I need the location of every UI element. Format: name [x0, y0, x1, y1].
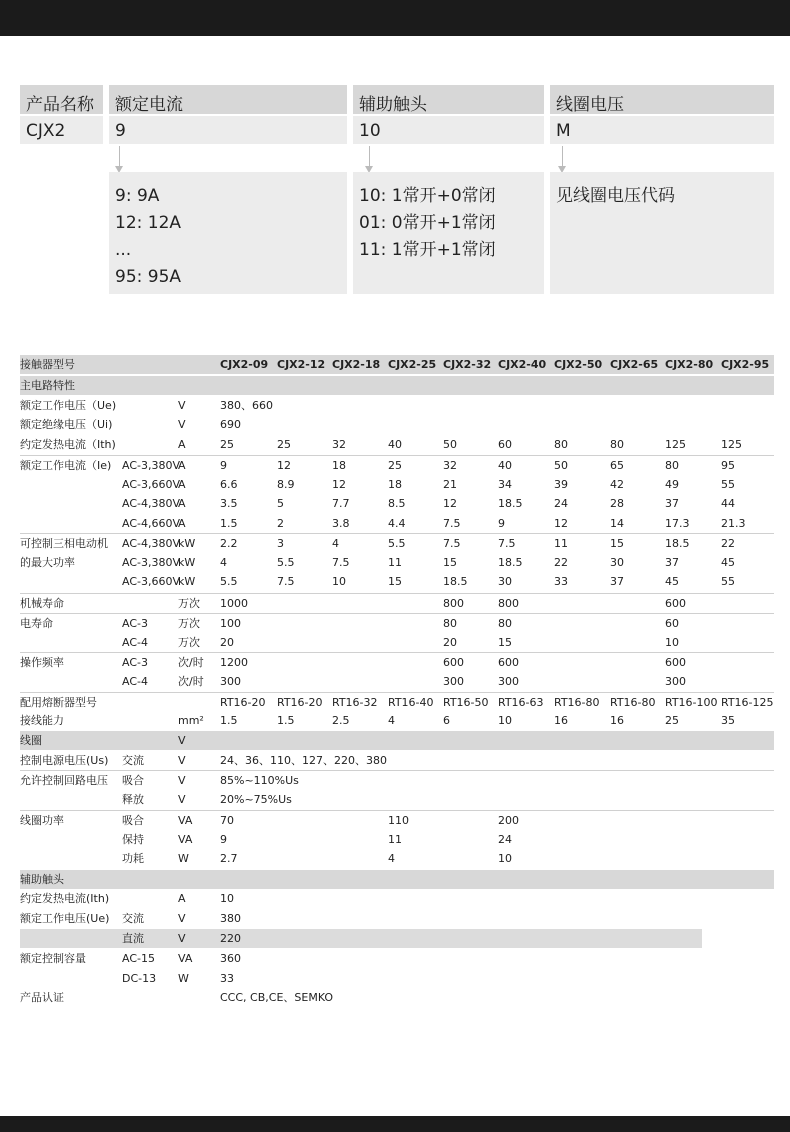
value: 80: [665, 459, 679, 472]
value: 11: [554, 537, 568, 550]
current-option: 95: 95A: [115, 267, 182, 287]
value: 15: [443, 555, 457, 569]
unit: W: [178, 852, 189, 865]
row-ie: [20, 514, 774, 533]
value: 9: [220, 832, 227, 846]
model-name: CJX2-25: [388, 358, 437, 371]
value: RT16-80: [610, 696, 656, 709]
condition: 直流: [122, 931, 144, 945]
row-power: [20, 572, 774, 591]
value: 3.5: [220, 497, 238, 510]
row-allow-voltage: [20, 770, 774, 790]
value: 300: [443, 674, 464, 688]
value: 10: [665, 635, 679, 649]
row-aux-ue: [20, 929, 702, 948]
value: 39: [554, 477, 568, 491]
row-fuse: [20, 692, 774, 712]
value: 8.9: [277, 477, 295, 491]
value: 2.2: [220, 537, 238, 550]
value: 80: [498, 617, 512, 630]
section-title: 辅助触头: [20, 873, 64, 886]
row-control-capacity: [20, 969, 774, 988]
value: RT16-20: [277, 696, 323, 709]
value: 11: [388, 832, 402, 846]
condition: AC-3: [122, 617, 148, 630]
value: 4: [388, 714, 395, 727]
unit: 万次: [178, 617, 200, 630]
value: 14: [610, 516, 624, 530]
value: 10: [332, 575, 346, 588]
value: 300: [220, 674, 241, 688]
value: 600: [665, 597, 686, 610]
value: 18: [332, 459, 346, 472]
value: 12: [332, 477, 346, 491]
value: 7.7: [332, 497, 350, 510]
param-label: 电寿命: [20, 617, 53, 630]
current-option: 9: 9A: [115, 186, 160, 206]
value: RT16-50: [443, 696, 489, 709]
condition: 交流: [122, 912, 144, 925]
value: 2.7: [220, 852, 238, 865]
section-aux: [20, 870, 774, 889]
value: 8.5: [388, 497, 406, 510]
value: 50: [443, 438, 457, 451]
current-option: ...: [115, 240, 132, 260]
unit: VA: [178, 952, 193, 965]
model-name: CJX2-40: [498, 358, 547, 371]
value: 60: [665, 617, 679, 630]
unit: A: [178, 892, 186, 905]
current-options: [109, 172, 347, 294]
row-aux-ith: [20, 889, 774, 908]
value: 9: [220, 459, 227, 472]
condition: AC-15: [122, 952, 155, 965]
section-title: 线圈: [20, 734, 42, 747]
value: 25: [220, 438, 234, 451]
value: 4: [220, 555, 227, 569]
value: 30: [498, 575, 512, 588]
row-coil-power: [20, 830, 774, 849]
param-label: 线圈功率: [20, 814, 64, 827]
value: 600: [443, 656, 464, 669]
table-header-row: [20, 355, 774, 374]
value: 15: [610, 537, 624, 550]
code-value-coil: M: [550, 116, 774, 144]
row-power: [20, 533, 774, 553]
value: 12: [443, 497, 457, 510]
param-label: 的最大功率: [20, 555, 75, 569]
unit: V: [178, 774, 186, 787]
value: 20: [443, 635, 457, 649]
value: 125: [721, 438, 742, 451]
value: 24: [554, 497, 568, 510]
code-header-coil: 线圈电压: [550, 85, 774, 114]
row-elec-life: [20, 613, 774, 633]
param-label: 配用熔断器型号: [20, 696, 97, 709]
value: 18.5: [443, 575, 468, 588]
unit: A: [178, 497, 186, 510]
model-name: CJX2-18: [332, 358, 381, 371]
code-header-name: 产品名称: [20, 85, 103, 114]
value: 33: [220, 971, 234, 985]
model-name: CJX2-80: [665, 358, 714, 371]
value: 21: [443, 477, 457, 491]
condition: 功耗: [122, 852, 144, 865]
value: 220: [220, 931, 241, 945]
condition: 保持: [122, 832, 144, 846]
value: 5.5: [388, 537, 406, 550]
unit: 万次: [178, 597, 200, 610]
param-label: 额定工作电压(Ue): [20, 912, 110, 925]
param-label: 操作频率: [20, 656, 64, 669]
condition: DC-13: [122, 971, 157, 985]
value: 7.5: [277, 575, 295, 588]
value: 37: [610, 575, 624, 588]
code-value-name: CJX2: [20, 116, 103, 144]
value: 2: [277, 516, 284, 530]
value: 20: [220, 635, 234, 649]
value: 4.4: [388, 516, 406, 530]
value: 50: [554, 459, 568, 472]
value: 18.5: [498, 555, 523, 569]
value: 28: [610, 497, 624, 510]
value: 11: [388, 555, 402, 569]
value: 3.8: [332, 516, 350, 530]
param-label: 允许控制回路电压: [20, 774, 108, 787]
value: 5: [277, 497, 284, 510]
value: 25: [665, 714, 679, 727]
value: 80: [554, 438, 568, 451]
condition: AC-3,660V: [122, 477, 180, 491]
aux-options: [353, 172, 544, 294]
model-name: CJX2-65: [610, 358, 659, 371]
value: 95: [721, 459, 735, 472]
value: RT16-63: [498, 696, 544, 709]
aux-option: 11: 1常开+1常闭: [359, 240, 496, 260]
unit: 万次: [178, 635, 200, 649]
unit: V: [178, 399, 186, 412]
model-name: CJX2-95: [721, 358, 770, 371]
aux-option: 01: 0常开+1常闭: [359, 213, 496, 233]
value: 15: [498, 635, 512, 649]
value: RT16-40: [388, 696, 434, 709]
unit: kW: [178, 575, 196, 588]
row-frequency: [20, 672, 774, 691]
value: 5.5: [277, 555, 295, 569]
condition: AC-3,380V: [122, 555, 180, 569]
row-us: [20, 751, 774, 770]
value: 690: [220, 418, 241, 431]
top-banner: [0, 0, 790, 36]
param-label: 接线能力: [20, 714, 64, 727]
condition: AC-3: [122, 656, 148, 669]
condition: AC-3,380V: [122, 459, 180, 472]
unit: V: [178, 931, 186, 945]
section-title: 主电路特性: [20, 379, 75, 392]
value: 17.3: [665, 516, 690, 530]
row-ie: [20, 475, 774, 494]
unit: A: [178, 516, 186, 530]
value: 40: [498, 459, 512, 472]
row-allow-voltage: [20, 790, 774, 809]
row-coil-power: [20, 849, 774, 868]
value: 800: [443, 597, 464, 610]
value: 32: [443, 459, 457, 472]
value: 4: [332, 537, 339, 550]
value: 3: [277, 537, 284, 550]
unit: VA: [178, 814, 193, 827]
param-label: 机械寿命: [20, 597, 64, 610]
section-main-circuit: [20, 376, 774, 395]
value: 380: [220, 912, 241, 925]
value: 25: [388, 459, 402, 472]
unit: VA: [178, 832, 193, 846]
unit: V: [178, 793, 186, 806]
value: 49: [665, 477, 679, 491]
row-aux-ue: [20, 909, 774, 928]
value: 16: [610, 714, 624, 727]
value: 10: [498, 714, 512, 727]
value: 125: [665, 438, 686, 451]
arrow-current: [119, 146, 120, 166]
unit: mm²: [178, 714, 204, 727]
value: 12: [554, 516, 568, 530]
row-power: [20, 553, 774, 572]
model-name: CJX2-32: [443, 358, 492, 371]
code-value-current: 9: [109, 116, 347, 144]
value: 65: [610, 459, 624, 472]
value: 1000: [220, 597, 248, 610]
value: 300: [665, 674, 686, 688]
value: 21.3: [721, 516, 746, 530]
value: 55: [721, 575, 735, 588]
value: 4: [388, 852, 395, 865]
param-label: 产品认证: [20, 991, 64, 1004]
value: 42: [610, 477, 624, 491]
value: 18: [388, 477, 402, 491]
param-label: 约定发热电流（Ith): [20, 438, 116, 451]
row-ie: [20, 455, 774, 475]
condition: AC-4: [122, 674, 148, 688]
value: 1.5: [220, 714, 238, 727]
value: 380、660: [220, 399, 273, 412]
value: 7.5: [498, 537, 516, 550]
value: 100: [220, 617, 241, 630]
condition: AC-4,380V: [122, 497, 180, 510]
value: 9: [498, 516, 505, 530]
model-name: CJX2-09: [220, 358, 269, 371]
value: 45: [721, 555, 735, 569]
row-ui: [20, 415, 774, 434]
param-label: 额定绝缘电压（Ui): [20, 418, 113, 431]
value: 44: [721, 497, 735, 510]
value: 30: [610, 555, 624, 569]
value: 22: [554, 555, 568, 569]
bottom-banner: [0, 1116, 790, 1132]
value: 18.5: [498, 497, 523, 510]
row-coil-power: [20, 810, 774, 830]
current-option: 12: 12A: [115, 213, 182, 233]
row-mech-life: [20, 593, 774, 613]
unit: 次/时: [178, 656, 204, 669]
value: 12: [277, 459, 291, 472]
value: 20%~75%Us: [220, 793, 292, 806]
value: 1.5: [220, 516, 238, 530]
code-header-current: 额定电流: [109, 85, 347, 114]
unit: kW: [178, 555, 196, 569]
value: RT16-20: [220, 696, 266, 709]
row-ith: [20, 435, 774, 454]
unit: V: [178, 754, 186, 767]
unit: V: [178, 734, 186, 747]
unit: V: [178, 912, 186, 925]
row-ie: [20, 494, 774, 513]
value: 37: [665, 497, 679, 510]
param-label: 额定控制容量: [20, 952, 86, 965]
value: 22: [721, 537, 735, 550]
condition: 释放: [122, 793, 144, 806]
arrow-aux: [369, 146, 370, 166]
value: RT16-100: [665, 696, 718, 709]
unit: A: [178, 459, 186, 472]
value: 5.5: [220, 575, 238, 588]
value: 600: [665, 656, 686, 669]
value: 25: [277, 438, 291, 451]
condition: AC-4,660V: [122, 516, 180, 530]
value: 7.5: [332, 555, 350, 569]
value: 1200: [220, 656, 248, 669]
value: 6: [443, 714, 450, 727]
header-label: 接触器型号: [20, 358, 75, 371]
model-name: CJX2-50: [554, 358, 603, 371]
value: 15: [388, 575, 402, 588]
value: 70: [220, 814, 234, 827]
condition: AC-4: [122, 635, 148, 649]
model-name: CJX2-12: [277, 358, 326, 371]
value: 40: [388, 438, 402, 451]
unit: A: [178, 438, 186, 451]
row-certification: [20, 988, 774, 1007]
row-frequency: [20, 652, 774, 672]
value: 80: [610, 438, 624, 451]
value: 33: [554, 575, 568, 588]
row-elec-life: [20, 633, 774, 652]
unit: A: [178, 477, 186, 491]
value: 45: [665, 575, 679, 588]
value: CCC, CB,CE、SEMKO: [220, 991, 334, 1004]
arrow-coil: [562, 146, 563, 166]
value: 7.5: [443, 537, 461, 550]
value: 10: [498, 852, 512, 865]
param-label: 额定工作电压（Ue): [20, 399, 117, 412]
row-control-capacity: [20, 949, 774, 968]
value: 24: [498, 832, 512, 846]
value: 24、36、110、127、220、380: [220, 754, 387, 767]
value: RT16-80: [554, 696, 600, 709]
value: 600: [498, 656, 519, 669]
unit: V: [178, 418, 186, 431]
section-coil: [20, 731, 774, 750]
value: 16: [554, 714, 568, 727]
param-label: 可控制三相电动机: [20, 537, 108, 550]
value: 800: [498, 597, 519, 610]
value: 1.5: [277, 714, 295, 727]
param-label: 额定工作电流（Ie): [20, 459, 112, 472]
value: 80: [443, 617, 457, 630]
value: 7.5: [443, 516, 461, 530]
value: 55: [721, 477, 735, 491]
coil-options: [550, 172, 774, 294]
param-label: 控制电源电压(Us): [20, 754, 109, 767]
value: 360: [220, 952, 241, 965]
value: 110: [388, 814, 409, 827]
value: 300: [498, 674, 519, 688]
value: 200: [498, 814, 519, 827]
row-ue: [20, 396, 774, 415]
unit: W: [178, 971, 189, 985]
code-value-aux: 10: [353, 116, 544, 144]
param-label: 约定发热电流(Ith): [20, 892, 110, 905]
value: 6.6: [220, 477, 238, 491]
condition: AC-3,660V: [122, 575, 180, 588]
value: RT16-125: [721, 696, 774, 709]
value: 85%~110%Us: [220, 774, 299, 787]
value: RT16-32: [332, 696, 378, 709]
condition: AC-4,380V: [122, 537, 180, 550]
value: 37: [665, 555, 679, 569]
value: 60: [498, 438, 512, 451]
value: 32: [332, 438, 346, 451]
value: 34: [498, 477, 512, 491]
code-header-aux: 辅助触头: [353, 85, 544, 114]
coil-option: 见线圈电压代码: [556, 186, 675, 206]
value: 35: [721, 714, 735, 727]
unit: kW: [178, 537, 196, 550]
value: 10: [220, 892, 234, 905]
value: 18.5: [665, 537, 690, 550]
condition: 交流: [122, 754, 144, 767]
condition: 吸合: [122, 774, 144, 787]
condition: 吸合: [122, 814, 144, 827]
aux-option: 10: 1常开+0常闭: [359, 186, 496, 206]
value: 2.5: [332, 714, 350, 727]
unit: 次/时: [178, 674, 204, 688]
row-wire: [20, 711, 774, 730]
